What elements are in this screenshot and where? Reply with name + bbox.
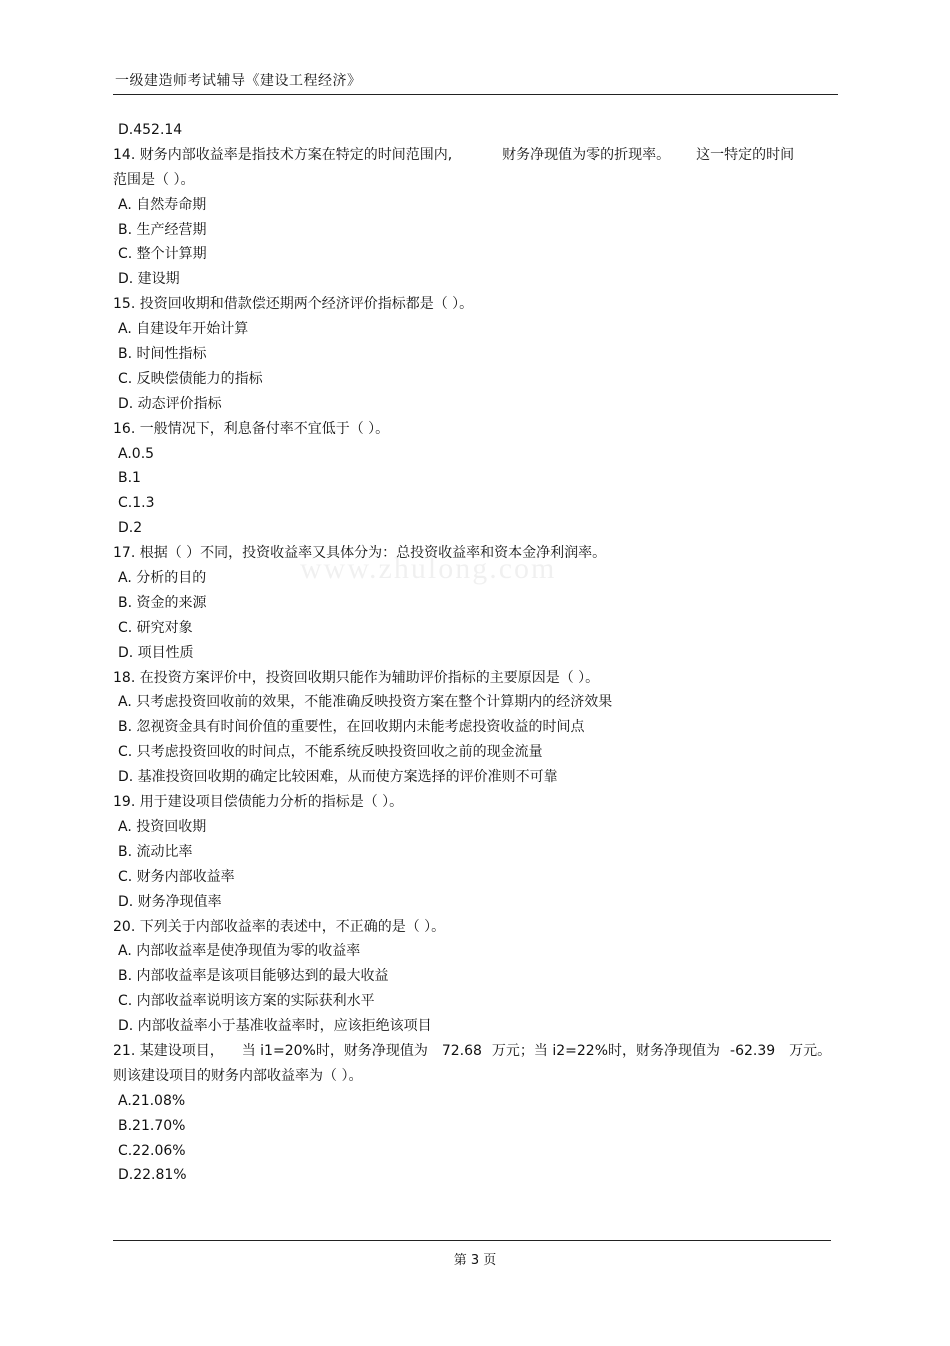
answer-option: A.21.08% xyxy=(118,1092,186,1109)
question-text: 19. 用于建设项目偿债能力分析的指标是（ ）。 xyxy=(113,794,404,811)
running-header: 一级建造师考试辅导《建设工程经济》 xyxy=(115,73,362,89)
answer-option: B. 内部收益率是该项目能够达到的最大收益 xyxy=(118,968,389,985)
answer-option: C. 研究对象 xyxy=(118,619,193,636)
question-list xyxy=(113,118,838,1188)
question-text: 17. 根据（ ）不同，投资收益率又具体分为：总投资收益率和资本金净利润率。 xyxy=(113,545,607,562)
question-text: 范围是（ ）。 xyxy=(113,171,195,188)
answer-option: D.22.81% xyxy=(118,1167,187,1184)
answer-option: D. 动态评价指标 xyxy=(118,395,222,412)
question-line xyxy=(113,143,838,168)
question-line xyxy=(113,541,838,566)
question-text: 14. 财务内部收益率是指技术方案在特定的时间范围内, xyxy=(113,146,453,163)
answer-option: B.21.70% xyxy=(118,1117,186,1134)
question-text: 则该建设项目的财务内部收益率为（ ）。 xyxy=(113,1067,363,1084)
question-text: -62.39 xyxy=(730,1042,776,1059)
answer-option: B. 资金的来源 xyxy=(118,594,207,611)
question-line xyxy=(113,915,838,940)
answer-option: C. 反映偿债能力的指标 xyxy=(118,370,263,387)
answer-option: B. 忽视资金具有时间价值的重要性，在回收期内未能考虑投资收益的时间点 xyxy=(118,719,585,736)
question-text: 20. 下列关于内部收益率的表述中，不正确的是（ ）。 xyxy=(113,918,446,935)
answer-option: C. 只考虑投资回收的时间点，不能系统反映投资回收之前的现金流量 xyxy=(118,744,543,761)
answer-option: A. 投资回收期 xyxy=(118,818,207,835)
question-line xyxy=(113,666,838,691)
answer-option: D. 财务净现值率 xyxy=(118,893,222,910)
answer-option: D. 内部收益率小于基准收益率时，应该拒绝该项目 xyxy=(118,1018,432,1035)
answer-option: C. 整个计算期 xyxy=(118,246,207,263)
question-text: 万元；当 i2=22%时，财务净现值为 xyxy=(491,1042,721,1059)
answer-option: D. 建设期 xyxy=(118,271,180,288)
question-line xyxy=(113,1064,838,1089)
question-text: 16. 一般情况下，利息备付率不宜低于（ ）。 xyxy=(113,420,390,437)
question-line xyxy=(113,417,838,442)
answer-option: D.452.14 xyxy=(118,122,183,138)
question-text: 72.68 xyxy=(441,1042,482,1059)
answer-option: A.0.5 xyxy=(118,445,155,462)
answer-option: D. 项目性质 xyxy=(118,644,194,661)
footer-rule xyxy=(113,1240,831,1241)
answer-option: B. 时间性指标 xyxy=(118,346,207,363)
header-rule xyxy=(113,94,838,95)
answer-option: C. 内部收益率说明该方案的实际获利水平 xyxy=(118,993,375,1010)
answer-option: B. 流动比率 xyxy=(118,843,193,860)
answer-option: D. 基准投资回收期的确定比较困难，从而使方案选择的评价准则不可靠 xyxy=(118,769,558,786)
answer-option: A. 只考虑投资回收前的效果，不能准确反映投资方案在整个计算期内的经济效果 xyxy=(118,694,613,711)
question-text: 21. 某建设项目， xyxy=(113,1042,224,1059)
question-text: 当 i1=20%时，财务净现值为 xyxy=(241,1042,428,1059)
answer-option: C.22.06% xyxy=(118,1142,186,1159)
answer-option: B.1 xyxy=(118,470,141,487)
answer-option: C.1.3 xyxy=(118,495,155,512)
answer-option: A. 自然寿命期 xyxy=(118,196,207,213)
question-text: 18. 在投资方案评价中，投资回收期只能作为辅助评价指标的主要原因是（ ）。 xyxy=(113,669,600,686)
page-number: 第 3 页 xyxy=(453,1253,497,1268)
answer-option: D.2 xyxy=(118,520,143,537)
question-text: 这一特定的时间 xyxy=(696,146,795,163)
question-line xyxy=(113,168,838,193)
answer-option: C. 财务内部收益率 xyxy=(118,868,235,885)
question-line xyxy=(113,790,838,815)
watermark: www.zhulong.com xyxy=(300,552,557,585)
question-text: 万元。 xyxy=(789,1042,832,1059)
answer-option: A. 自建设年开始计算 xyxy=(118,321,249,338)
answer-option: A. 分析的目的 xyxy=(118,570,207,587)
question-text: 15. 投资回收期和借款偿还期两个经济评价指标都是（ ）。 xyxy=(113,296,474,313)
question-line xyxy=(113,292,838,317)
answer-option: A. 内部收益率是使净现值为零的收益率 xyxy=(118,943,361,960)
answer-option: B. 生产经营期 xyxy=(118,221,207,238)
question-text: 财务净现值为零的折现率。 xyxy=(502,146,671,163)
question-line xyxy=(113,1039,838,1064)
